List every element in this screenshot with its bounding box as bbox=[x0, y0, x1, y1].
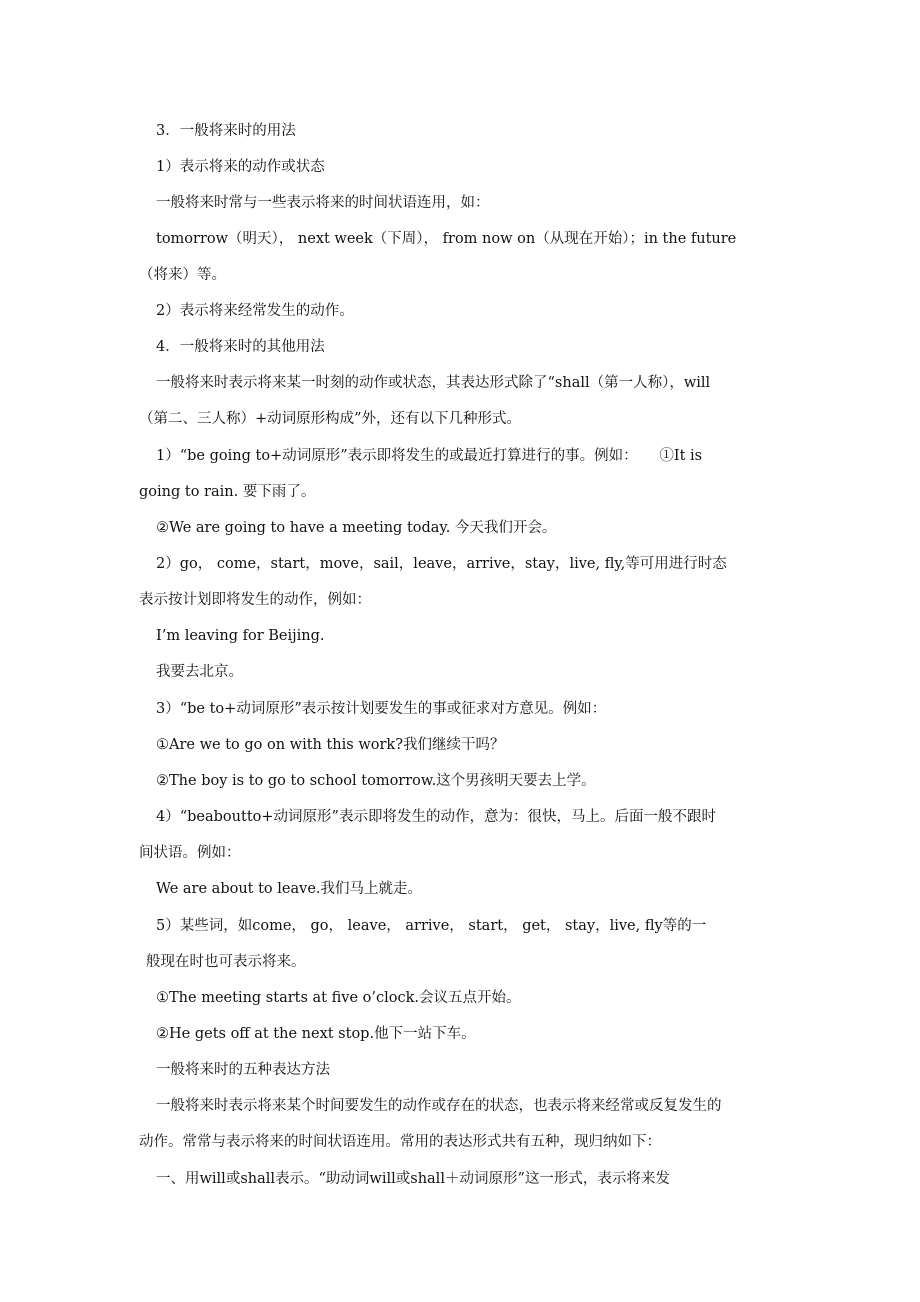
paragraph-line: 一般将来时表示将来某一时刻的动作或状态，其表达形式除了“shall（第一人称），will bbox=[156, 375, 711, 391]
paragraph-line: 一般将来时表示将来某个时间要发生的动作或存在的状态，也表示将来经常或反复发生的 bbox=[156, 1098, 722, 1114]
paragraph-line: 表示按计划即将发生的动作，例如： bbox=[139, 592, 371, 608]
paragraph-line: 2）go， come，start，move，sail，leave，arrive，stay，live, fly,等可用进行时态 bbox=[156, 556, 727, 572]
paragraph-line: going to rain. 要下雨了。 bbox=[139, 484, 316, 500]
paragraph-line: 4）“beaboutto+动词原形”表示即将发生的动作，意为：很快，马上。后面一般不跟时 bbox=[156, 809, 716, 825]
example-translation: 我要去北京。 bbox=[156, 664, 243, 680]
subheading-future-action: 1）表示将来的动作或状态 bbox=[156, 159, 325, 175]
section-heading-usage: 3．一般将来时的用法 bbox=[156, 123, 296, 139]
example-line: ②He gets off at the next stop.他下一站下车。 bbox=[156, 1026, 476, 1042]
paragraph-line: 般现在时也可表示将来。 bbox=[146, 954, 306, 970]
section-heading-other-usage: 4．一般将来时的其他用法 bbox=[156, 339, 325, 355]
paragraph-line: （第二、三人称）+动词原形构成”外，还有以下几种形式。 bbox=[139, 411, 522, 427]
example-line: ①The meeting starts at five o’clock.会议五点开始。 bbox=[156, 990, 521, 1006]
paragraph-line: 1）“be going to+动词原形”表示即将发生的或最近打算进行的事。例如： ①It is bbox=[156, 448, 703, 464]
example-line: ②The boy is to go to school tomorrow.这个男孩明天要去上学。 bbox=[156, 773, 596, 789]
paragraph-line: 5）某些词，如come， go， leave， arrive， start， get， stay，live, fly等的一 bbox=[156, 918, 707, 934]
paragraph-line: 动作。常常与表示将来的时间状语连用。常用的表达形式共有五种，现归纳如下： bbox=[139, 1134, 661, 1150]
paragraph-line: 3）“be to+动词原形”表示按计划要发生的事或征求对方意见。例如： bbox=[156, 701, 607, 717]
paragraph-line: 间状语。例如： bbox=[139, 845, 241, 861]
subheading-frequent-action: 2）表示将来经常发生的动作。 bbox=[156, 303, 354, 319]
paragraph-line: （将来）等。 bbox=[139, 267, 226, 283]
paragraph-line: tomorrow（明天）， next week（下周）， from now on（从现在开始）；in the future bbox=[156, 231, 737, 247]
paragraph-line: 一般将来时常与一些表示将来的时间状语连用，如： bbox=[156, 195, 490, 211]
example-line: We are about to leave.我们马上就走。 bbox=[156, 881, 423, 897]
section-heading-five-methods: 一般将来时的五种表达方法 bbox=[156, 1062, 330, 1078]
example-line: I’m leaving for Beijing. bbox=[156, 628, 325, 644]
example-line: ①Are we to go on with this work?我们继续干吗？ bbox=[156, 737, 505, 753]
paragraph-line: 一、用will或shall表示。“助动词will或shall＋动词原形”这一形式，表示将来发 bbox=[156, 1171, 670, 1187]
example-line: ②We are going to have a meeting today. 今天我们开会。 bbox=[156, 520, 557, 536]
